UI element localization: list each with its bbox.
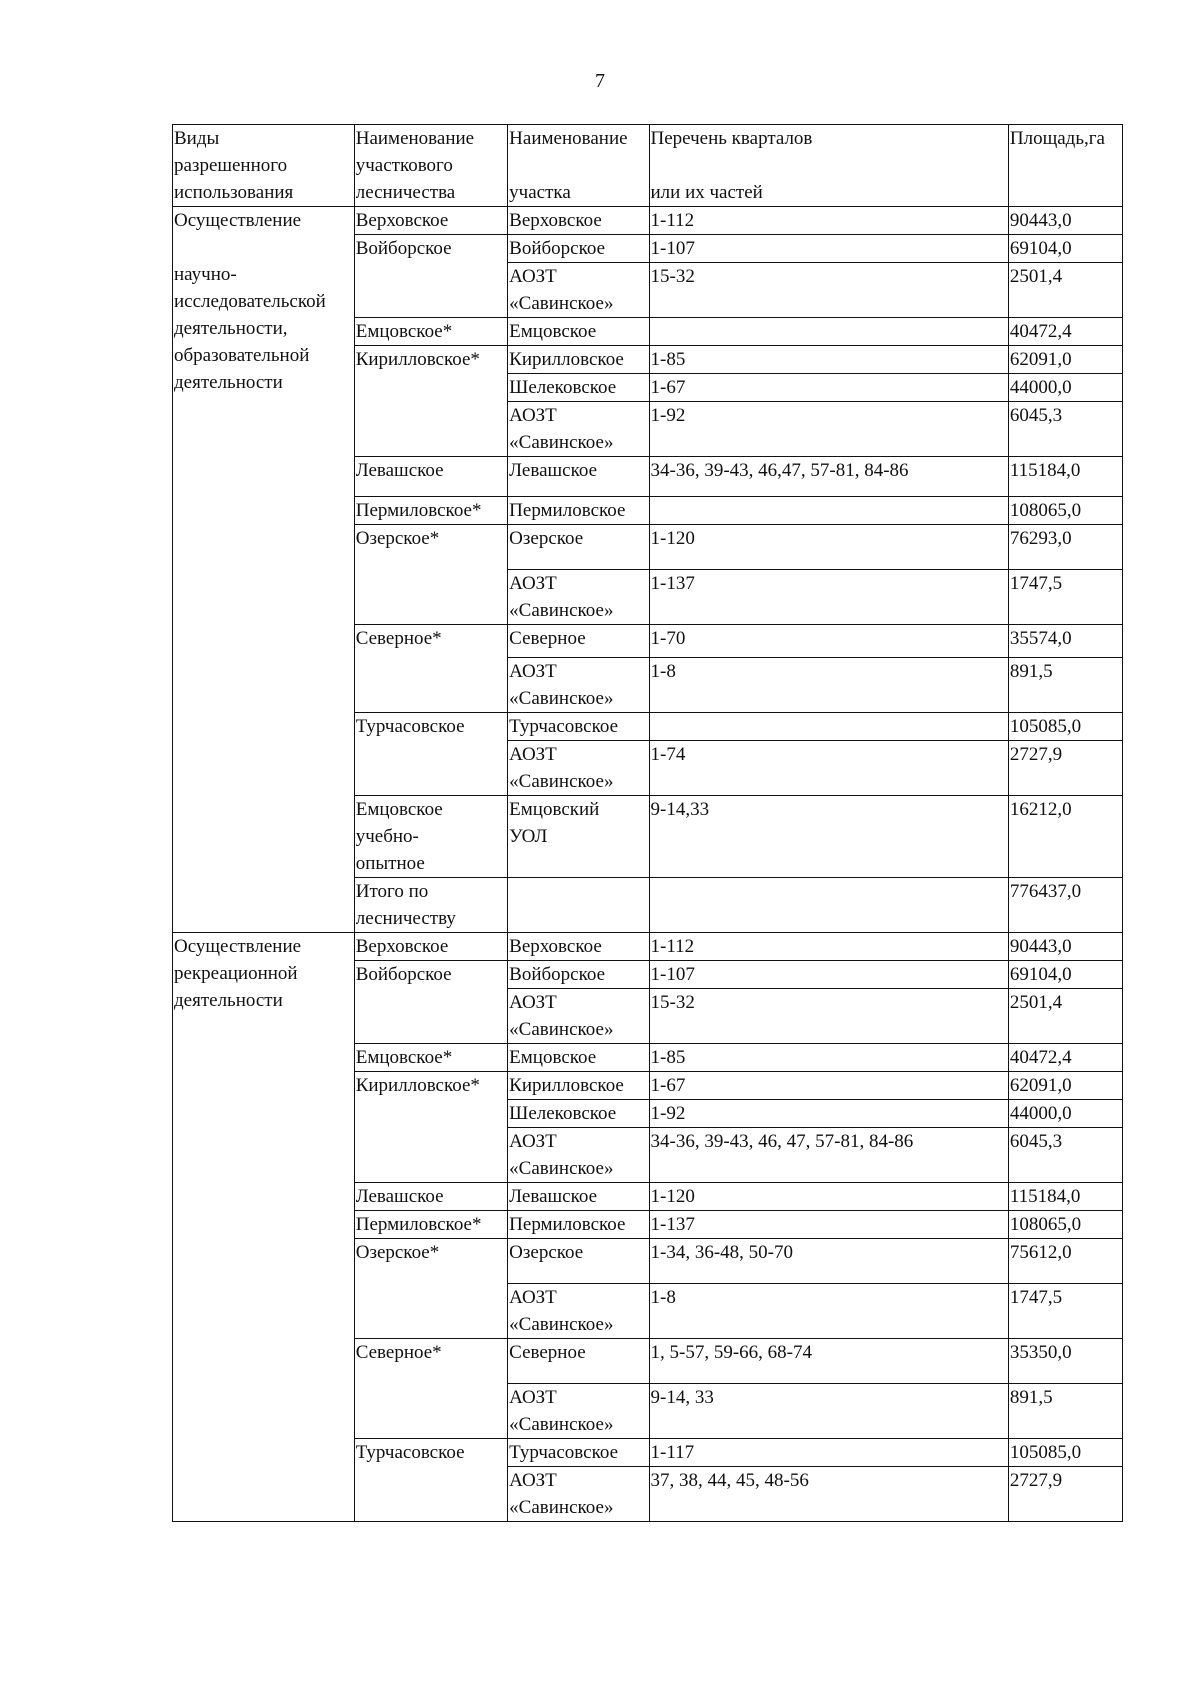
quarters-cell: 1-85 [649, 346, 1008, 374]
district-cell: Верховское [354, 933, 507, 961]
quarters-cell: 1-107 [649, 235, 1008, 263]
area-cell: 2727,9 [1008, 741, 1122, 796]
quarters-cell: 1-120 [649, 1183, 1008, 1211]
area-cell: 62091,0 [1008, 346, 1122, 374]
district-cell: Емцовское* [354, 318, 507, 346]
header-plot: Наименование участка [508, 125, 649, 207]
area-cell: 105085,0 [1008, 1439, 1122, 1467]
district-cell: Кирилловское* [354, 1072, 507, 1183]
area-cell: 69104,0 [1008, 235, 1122, 263]
quarters-cell [649, 318, 1008, 346]
quarters-cell: 1-117 [649, 1439, 1008, 1467]
plot-cell: АОЗТ «Савинское» [508, 1467, 649, 1522]
area-cell: 105085,0 [1008, 713, 1122, 741]
plot-cell: АОЗТ «Савинское» [508, 989, 649, 1044]
plot-cell: Емцовский УОЛ [508, 796, 649, 878]
header-row [173, 125, 1123, 207]
district-cell: Турчасовское [354, 1439, 507, 1522]
district-cell: Войборское [354, 235, 507, 318]
plot-cell: Верховское [508, 933, 649, 961]
district-cell: Емцовское* [354, 1044, 507, 1072]
district-cell: Итого по лесничеству [354, 878, 507, 933]
quarters-cell: 1-70 [649, 625, 1008, 658]
plot-cell: Пермиловское [508, 1211, 649, 1239]
plot-cell: АОЗТ «Савинское» [508, 570, 649, 625]
plot-cell: АОЗТ «Савинское» [508, 658, 649, 713]
quarters-cell: 1-67 [649, 1072, 1008, 1100]
area-cell: 75612,0 [1008, 1239, 1122, 1284]
area-cell: 891,5 [1008, 658, 1122, 713]
plot-cell: Емцовское [508, 318, 649, 346]
quarters-cell: 1-8 [649, 1284, 1008, 1339]
area-cell: 891,5 [1008, 1384, 1122, 1439]
area-cell: 44000,0 [1008, 374, 1122, 402]
quarters-cell: 1-85 [649, 1044, 1008, 1072]
area-cell: 16212,0 [1008, 796, 1122, 878]
quarters-cell: 1-137 [649, 570, 1008, 625]
plot-cell: Шелековское [508, 1100, 649, 1128]
quarters-cell: 15-32 [649, 989, 1008, 1044]
area-cell: 69104,0 [1008, 961, 1122, 989]
plot-cell: Озерское [508, 1239, 649, 1284]
area-cell: 76293,0 [1008, 525, 1122, 570]
plot-cell: Кирилловское [508, 1072, 649, 1100]
district-cell: Кирилловское* [354, 346, 507, 457]
quarters-cell: 9-14,33 [649, 796, 1008, 878]
district-cell: Озерское* [354, 525, 507, 625]
plot-cell: Кирилловское [508, 346, 649, 374]
quarters-cell: 1-8 [649, 658, 1008, 713]
district-cell: Верховское [354, 207, 507, 235]
table-row [173, 933, 1123, 961]
plot-cell: Турчасовское [508, 1439, 649, 1467]
area-cell: 40472,4 [1008, 318, 1122, 346]
plot-cell: Войборское [508, 961, 649, 989]
plot-cell: Емцовское [508, 1044, 649, 1072]
quarters-cell [649, 497, 1008, 525]
table-row [173, 207, 1123, 235]
plot-cell: Северное [508, 1339, 649, 1384]
district-cell: Турчасовское [354, 713, 507, 796]
use-type-cell: Осуществление научно- исследовательской деятельности, образовательной деятельности [173, 207, 355, 933]
area-cell: 1747,5 [1008, 570, 1122, 625]
area-cell: 35574,0 [1008, 625, 1122, 658]
district-cell: Северное* [354, 1339, 507, 1439]
district-cell: Пермиловское* [354, 497, 507, 525]
quarters-cell: 15-32 [649, 263, 1008, 318]
area-cell: 2727,9 [1008, 1467, 1122, 1522]
quarters-cell: 1-112 [649, 207, 1008, 235]
quarters-cell: 1-74 [649, 741, 1008, 796]
quarters-cell: 1-112 [649, 933, 1008, 961]
header-district: Наименование участкового лесничества [354, 125, 507, 207]
quarters-cell: 1, 5-57, 59-66, 68-74 [649, 1339, 1008, 1384]
quarters-cell [649, 878, 1008, 933]
area-cell: 1747,5 [1008, 1284, 1122, 1339]
quarters-cell: 37, 38, 44, 45, 48-56 [649, 1467, 1008, 1522]
area-cell: 62091,0 [1008, 1072, 1122, 1100]
district-cell: Левашское [354, 1183, 507, 1211]
plot-cell: АОЗТ «Савинское» [508, 263, 649, 318]
area-cell: 6045,3 [1008, 1128, 1122, 1183]
area-cell: 776437,0 [1008, 878, 1122, 933]
use-type-cell: Осуществление рекреационной деятельности [173, 933, 355, 1522]
plot-cell: Турчасовское [508, 713, 649, 741]
quarters-cell: 34-36, 39-43, 46,47, 57-81, 84-86 [649, 457, 1008, 497]
header-quarters: Перечень кварталов или их частей [649, 125, 1008, 207]
district-cell: Пермиловское* [354, 1211, 507, 1239]
quarters-cell: 1-34, 36-48, 50-70 [649, 1239, 1008, 1284]
area-cell: 40472,4 [1008, 1044, 1122, 1072]
plot-cell: Пермиловское [508, 497, 649, 525]
plot-cell: АОЗТ «Савинское» [508, 1384, 649, 1439]
area-cell: 44000,0 [1008, 1100, 1122, 1128]
area-cell: 115184,0 [1008, 1183, 1122, 1211]
area-cell: 6045,3 [1008, 402, 1122, 457]
plot-cell: АОЗТ «Савинское» [508, 1284, 649, 1339]
area-cell: 108065,0 [1008, 1211, 1122, 1239]
area-cell: 90443,0 [1008, 207, 1122, 235]
area-cell: 115184,0 [1008, 457, 1122, 497]
plot-cell: Северное [508, 625, 649, 658]
quarters-cell: 9-14, 33 [649, 1384, 1008, 1439]
plot-cell: Озерское [508, 525, 649, 570]
plot-cell: Войборское [508, 235, 649, 263]
plot-cell: Шелековское [508, 374, 649, 402]
header-area: Площадь,га [1008, 125, 1122, 207]
district-cell: Озерское* [354, 1239, 507, 1339]
forest-use-table [172, 124, 1123, 1522]
area-cell: 35350,0 [1008, 1339, 1122, 1384]
plot-cell: АОЗТ «Савинское» [508, 741, 649, 796]
district-cell: Северное* [354, 625, 507, 713]
header-use-type: Виды разрешенного использования [173, 125, 355, 207]
plot-cell: Левашское [508, 457, 649, 497]
district-cell: Войборское [354, 961, 507, 1044]
quarters-cell: 1-92 [649, 402, 1008, 457]
quarters-cell: 1-120 [649, 525, 1008, 570]
page-number: 7 [595, 70, 605, 92]
quarters-cell: 1-67 [649, 374, 1008, 402]
area-cell: 90443,0 [1008, 933, 1122, 961]
quarters-cell: 1-92 [649, 1100, 1008, 1128]
area-cell: 108065,0 [1008, 497, 1122, 525]
quarters-cell: 1-107 [649, 961, 1008, 989]
plot-cell [508, 878, 649, 933]
district-cell: Емцовское учебно- опытное [354, 796, 507, 878]
plot-cell: АОЗТ «Савинское» [508, 1128, 649, 1183]
quarters-cell: 34-36, 39-43, 46, 47, 57-81, 84-86 [649, 1128, 1008, 1183]
quarters-cell [649, 713, 1008, 741]
district-cell: Левашское [354, 457, 507, 497]
plot-cell: Верховское [508, 207, 649, 235]
plot-cell: АОЗТ «Савинское» [508, 402, 649, 457]
area-cell: 2501,4 [1008, 989, 1122, 1044]
area-cell: 2501,4 [1008, 263, 1122, 318]
plot-cell: Левашское [508, 1183, 649, 1211]
quarters-cell: 1-137 [649, 1211, 1008, 1239]
